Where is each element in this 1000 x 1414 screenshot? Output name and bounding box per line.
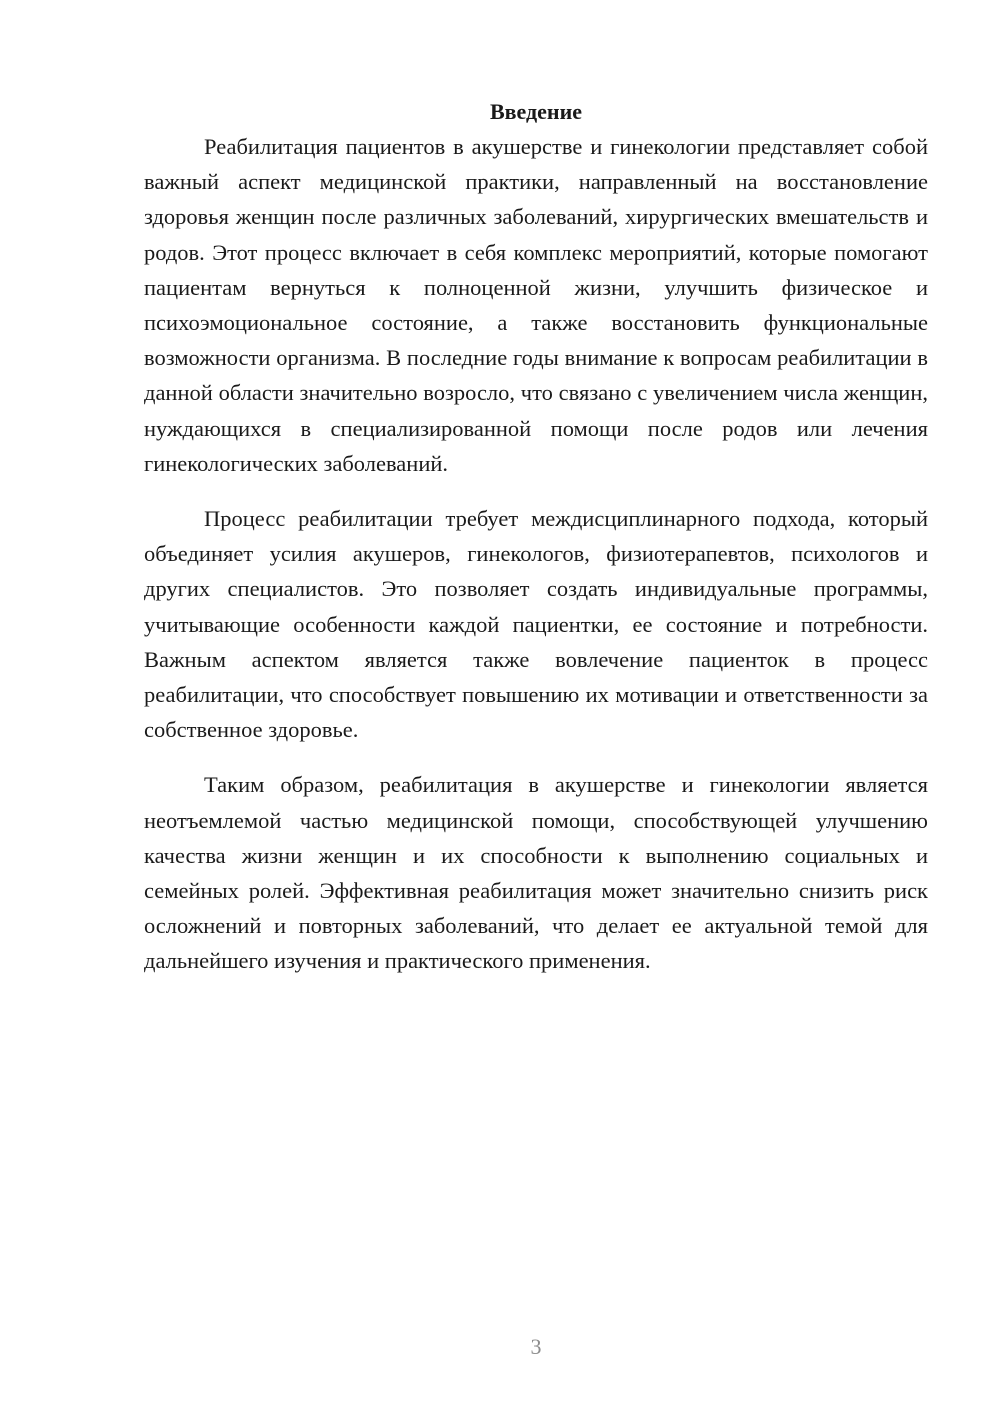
paragraph-3: Таким образом, реабилитация в акушерстве и гинекологии является неотъемлемой частью медицинской помощи, способствующей улучшению качества жизни женщин и их способности к выполнению социальных и семейных ролей. Эффективная реабилитация может значительно снизить риск осложнений и повторных заболеваний, что делает ее актуальной темой для дальнейшего изучения и практического применения.	[144, 772, 928, 974]
section-title: Введение	[489, 99, 583, 124]
paragraph-1: Реабилитация пациентов в акушерстве и гинекологии представляет собой важный аспект медицинской практики, направленный на восстановление здоровья женщин после различных заболеваний, хирургических вмешательств и родов. Этот процесс включает в себя комплекс мероприятий, которые помогают пациентам вернуться к полноценной жизни, улучшить физическое и психоэмоциональное состояние, а также восстановить функциональные возможности организма. В последние годы внимание к вопросам реабилитации в данной области значительно возросло, что связано с увеличением числа женщин, нуждающихся в специализированной помощи после родов или лечения гинекологических заболеваний.	[144, 134, 928, 476]
page-content	[144, 94, 928, 999]
page-number: 3	[530, 1334, 542, 1359]
paragraph-2: Процесс реабилитации требует междисциплинарного подхода, который объединяет усилия акушеров, гинекологов, физиотерапевтов, психологов и других специалистов. Это позволяет создать индивидуальные программы, учитывающие особенности каждой пациентки, ее состояние и потребности. Важным аспектом является также вовлечение пациенток в процесс реабилитации, что способствует повышению их мотивации и ответственности за собственное здоровье.	[144, 506, 928, 743]
